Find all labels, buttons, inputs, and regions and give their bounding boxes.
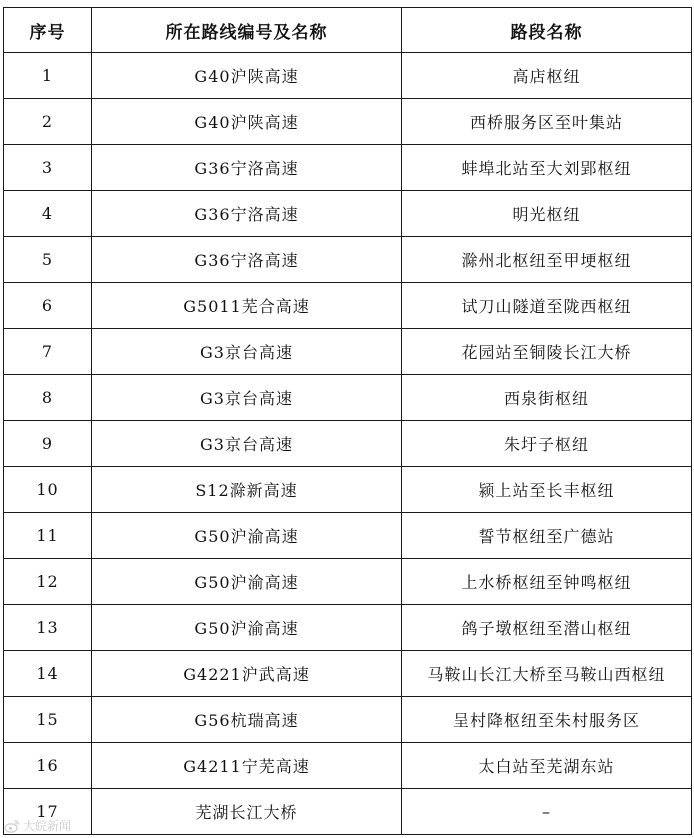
serial-number-cell: 13 [4, 605, 92, 651]
table-row [4, 329, 692, 375]
route-name-cell: G36宁洛高速 [92, 145, 402, 191]
segment-name-cell: 明光枢纽 [402, 191, 692, 237]
road-section-table [3, 7, 692, 835]
header-route-name: 所在路线编号及名称 [92, 8, 402, 53]
table-row [4, 743, 692, 789]
segment-name-cell: 誓节枢纽至广德站 [402, 513, 692, 559]
route-name-cell: G4211宁芜高速 [92, 743, 402, 789]
table-row [4, 283, 692, 329]
segment-name-cell: 朱圩子枢纽 [402, 421, 692, 467]
route-name-cell: G50沪渝高速 [92, 605, 402, 651]
table-row [4, 375, 692, 421]
serial-number-cell: 2 [4, 99, 92, 145]
route-name-cell: G50沪渝高速 [92, 513, 402, 559]
table-row [4, 513, 692, 559]
segment-name-cell: 花园站至铜陵长江大桥 [402, 329, 692, 375]
serial-number-cell: 4 [4, 191, 92, 237]
segment-name-cell: 蚌埠北站至大刘郢枢纽 [402, 145, 692, 191]
route-name-cell: 芜湖长江大桥 [92, 789, 402, 835]
segment-name-cell: 鸽子墩枢纽至潜山枢纽 [402, 605, 692, 651]
route-name-cell: G4221沪武高速 [92, 651, 402, 697]
segment-name-cell: – [402, 789, 692, 835]
segment-name-cell: 马鞍山长江大桥至马鞍山西枢纽 [402, 651, 692, 697]
segment-name-cell: 呈村降枢纽至朱村服务区 [402, 697, 692, 743]
route-name-cell: G40沪陕高速 [92, 99, 402, 145]
header-serial-number: 序号 [4, 8, 92, 53]
serial-number-cell: 1 [4, 53, 92, 99]
segment-name-cell: 滁州北枢纽至甲埂枢纽 [402, 237, 692, 283]
serial-number-cell: 11 [4, 513, 92, 559]
table-row [4, 53, 692, 99]
serial-number-cell: 14 [4, 651, 92, 697]
segment-name-cell: 试刀山隧道至陇西枢纽 [402, 283, 692, 329]
table-row [4, 237, 692, 283]
route-name-cell: G36宁洛高速 [92, 191, 402, 237]
table-header-row [4, 8, 692, 53]
table-row [4, 559, 692, 605]
route-name-cell: G50沪渝高速 [92, 559, 402, 605]
route-name-cell: G5011芜合高速 [92, 283, 402, 329]
serial-number-cell: 7 [4, 329, 92, 375]
route-name-cell: G56杭瑞高速 [92, 697, 402, 743]
serial-number-cell: 10 [4, 467, 92, 513]
route-name-cell: G3京台高速 [92, 329, 402, 375]
watermark-text: 大皖新闻 [23, 819, 72, 833]
route-name-cell: G3京台高速 [92, 375, 402, 421]
segment-name-cell: 上水桥枢纽至钟鸣枢纽 [402, 559, 692, 605]
table-row [4, 145, 692, 191]
serial-number-cell: 8 [4, 375, 92, 421]
table-row [4, 421, 692, 467]
serial-number-cell: 3 [4, 145, 92, 191]
serial-number-cell: 12 [4, 559, 92, 605]
route-name-cell: G3京台高速 [92, 421, 402, 467]
serial-number-cell: 5 [4, 237, 92, 283]
segment-name-cell: 西桥服务区至叶集站 [402, 99, 692, 145]
table-row [4, 789, 692, 835]
table-row [4, 99, 692, 145]
header-segment-name: 路段名称 [402, 8, 692, 53]
table-row [4, 467, 692, 513]
route-name-cell: G40沪陕高速 [92, 53, 402, 99]
serial-number-cell: 15 [4, 697, 92, 743]
segment-name-cell: 高店枢纽 [402, 53, 692, 99]
route-name-cell: S12滁新高速 [92, 467, 402, 513]
serial-number-cell: 16 [4, 743, 92, 789]
segment-name-cell: 西泉街枢纽 [402, 375, 692, 421]
serial-number-cell: 17 [4, 789, 92, 835]
table-row [4, 605, 692, 651]
serial-number-cell: 6 [4, 283, 92, 329]
segment-name-cell: 太白站至芜湖东站 [402, 743, 692, 789]
table-row [4, 651, 692, 697]
table-row [4, 697, 692, 743]
segment-name-cell: 颍上站至长丰枢纽 [402, 467, 692, 513]
table-row [4, 191, 692, 237]
serial-number-cell: 9 [4, 421, 92, 467]
table-body [4, 53, 692, 835]
route-name-cell: G36宁洛高速 [92, 237, 402, 283]
